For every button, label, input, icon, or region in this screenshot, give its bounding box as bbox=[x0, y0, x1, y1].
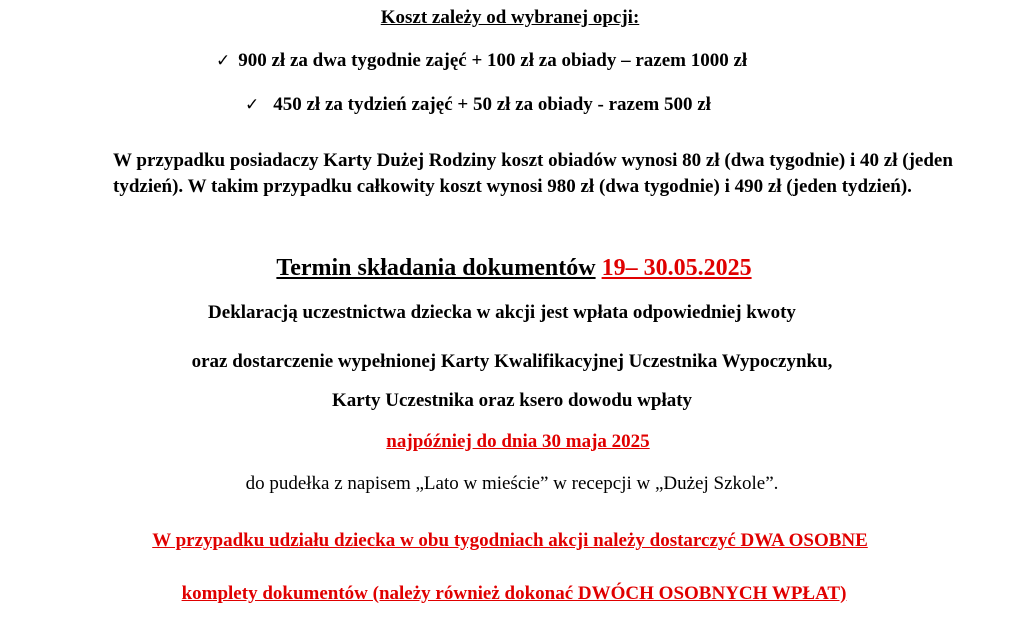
two-weeks-note-line-1: W przypadku udziału dziecka w obu tygodniach akcji należy dostarczyć DWA OSOBNE bbox=[152, 530, 868, 551]
checkmark-icon: ✓ bbox=[245, 95, 260, 115]
cost-option-two-weeks bbox=[216, 50, 1016, 72]
two-weeks-note-line-2: komplety dokumentów (należy również dokonać DWÓCH OSOBNYCH WPŁAT) bbox=[181, 583, 847, 604]
deadline-heading bbox=[2, 255, 1024, 282]
declaration-line-2: oraz dostarczenie wypełnionej Karty Kwalifikacyjnej Uczestnika Wypoczynku, bbox=[191, 351, 833, 372]
cost-option-one-week bbox=[245, 94, 1005, 116]
family-card-note: W przypadku posiadaczy Karty Dużej Rodziny koszt obiadów wynosi 80 zł (dwa tygodnie) i 40 zł (jeden tydzień). W takim przypadku całkowity koszt wynosi 980 zł (dwa tygodnie) i 490 zł (jeden tydzień). bbox=[113, 150, 953, 197]
checkmark-icon: ✓ bbox=[216, 51, 231, 71]
declaration-line-1: Deklaracją uczestnictwa dziecka w akcji jest wpłata odpowiedniej kwoty bbox=[208, 302, 796, 323]
deadline-label: Termin składania dokumentów bbox=[276, 255, 596, 281]
cost-option-one-week-text: 450 zł za tydzień zajęć + 50 zł za obiady - razem 500 zł bbox=[273, 94, 711, 115]
cost-heading: Koszt zależy od wybranej opcji: bbox=[380, 7, 640, 28]
deadline-dates: 19– 30.05.2025 bbox=[601, 255, 752, 281]
cost-option-two-weeks-text: 900 zł za dwa tygodnie zajęć + 100 zł za obiady – razem 1000 zł bbox=[238, 50, 748, 71]
drop-off-location: do pudełka z napisem „Lato w mieście” w recepcji w „Dużej Szkole”. bbox=[245, 473, 779, 494]
declaration-line-3: Karty Uczestnika oraz ksero dowodu wpłaty bbox=[331, 390, 693, 411]
latest-date: najpóźniej do dnia 30 maja 2025 bbox=[386, 431, 650, 452]
